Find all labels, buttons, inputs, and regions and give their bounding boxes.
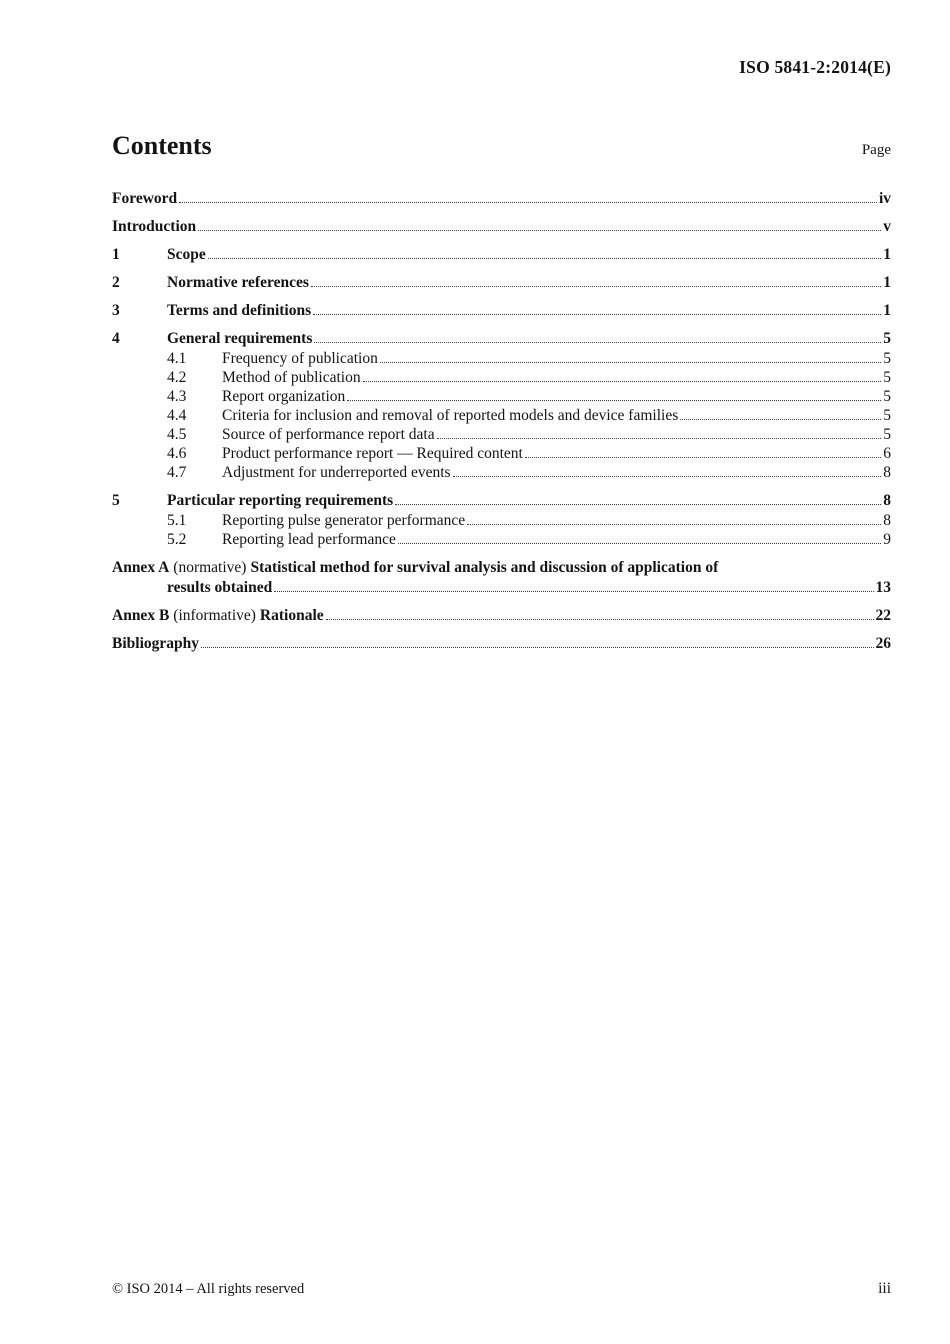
toc-entry-number: 4.4 xyxy=(167,407,187,424)
toc-entry-number: 4.6 xyxy=(167,445,187,462)
toc-entry-page: 1 xyxy=(883,246,891,263)
toc-entry-page: 5 xyxy=(883,407,891,424)
toc-entry-number: 4.5 xyxy=(167,426,187,443)
toc-entry-number: 2 xyxy=(112,274,120,291)
toc-entry-1 xyxy=(112,245,891,264)
dot-leader xyxy=(437,438,882,439)
toc-entry-bibliography xyxy=(112,634,891,653)
toc-entry-label: Scope xyxy=(167,246,206,263)
toc-entry-foreword xyxy=(112,189,891,208)
dot-leader xyxy=(311,286,881,287)
toc-entry-page: 1 xyxy=(883,274,891,291)
toc-entry-number: 5.1 xyxy=(167,512,187,529)
toc-entry-number: 4.3 xyxy=(167,388,187,405)
toc-entry-page: 8 xyxy=(883,464,891,481)
toc-entry-page: 5 xyxy=(883,330,891,347)
toc-entry-page: v xyxy=(883,218,891,235)
toc-entry-4-1 xyxy=(112,349,891,368)
dot-leader xyxy=(395,504,881,505)
toc-entry-page: 6 xyxy=(883,445,891,462)
toc-entry-label: Criteria for inclusion and removal of reported models and device families xyxy=(222,407,679,424)
toc-entry-number: 4.1 xyxy=(167,350,187,367)
toc-entry-page: 8 xyxy=(883,492,891,509)
page-column-label: Page xyxy=(861,142,891,158)
dot-leader xyxy=(380,362,881,363)
dot-leader xyxy=(680,419,881,420)
page-number: iii xyxy=(878,1280,891,1297)
dot-leader xyxy=(453,476,882,477)
toc-entry-title: Statistical method for survival analysis and discussion of application of xyxy=(250,559,719,576)
toc-entry-label: Foreword xyxy=(112,190,178,207)
toc-entry-4-6 xyxy=(112,444,891,463)
toc-entry-annex-b xyxy=(112,606,891,625)
toc-entry-4-4 xyxy=(112,406,891,425)
toc-entry-number: 5 xyxy=(112,492,120,509)
toc-entry-number: 1 xyxy=(112,246,120,263)
dot-leader xyxy=(467,524,881,525)
toc-entry-5-2 xyxy=(112,530,891,549)
toc-entry-4-2 xyxy=(112,368,891,387)
page-footer xyxy=(112,1280,891,1298)
copyright-notice: © ISO 2014 – All rights reserved xyxy=(112,1281,305,1297)
dot-leader xyxy=(198,230,881,231)
toc-entry-label: Reporting lead performance xyxy=(222,531,396,548)
dot-leader xyxy=(179,202,877,203)
dot-leader xyxy=(525,457,881,458)
toc-entry-4-3 xyxy=(112,387,891,406)
toc-entry-page: 8 xyxy=(883,512,891,529)
toc-entry-label: Report organization xyxy=(222,388,346,405)
toc-entry-number: 5.2 xyxy=(167,531,187,548)
toc-entry-label: Introduction xyxy=(112,218,197,235)
toc-entry-label: Bibliography xyxy=(112,635,199,652)
toc-entry-title-continued: results obtained xyxy=(167,579,273,596)
dot-leader xyxy=(208,258,882,259)
toc-entry-number: 4 xyxy=(112,330,120,347)
toc-entry-page: 22 xyxy=(875,607,891,624)
toc-entry-annex-a-line1 xyxy=(112,558,891,577)
toc-entry-4-5 xyxy=(112,425,891,444)
toc-entry-label: Annex B xyxy=(112,607,170,624)
toc-entry-page: 26 xyxy=(875,635,891,652)
toc-entry-label: Normative references xyxy=(167,274,309,291)
toc-entry-label: Product performance report — Required content xyxy=(222,445,523,462)
toc-entry-page: iv xyxy=(878,190,891,207)
document-reference-header: ISO 5841-2:2014(E) xyxy=(739,57,891,77)
toc-entry-5-1 xyxy=(112,511,891,530)
toc-entry-label: General requirements xyxy=(167,330,313,347)
toc-entry-2 xyxy=(112,273,891,292)
toc-entry-page: 5 xyxy=(883,426,891,443)
dot-leader xyxy=(326,619,874,620)
toc-entry-introduction xyxy=(112,217,891,236)
dot-leader xyxy=(201,647,874,648)
toc-entry-page: 5 xyxy=(883,388,891,405)
toc-entry-label: Particular reporting requirements xyxy=(167,492,394,509)
toc-entry-5 xyxy=(112,491,891,510)
dot-leader xyxy=(274,591,873,592)
dot-leader xyxy=(398,543,881,544)
toc-entry-number: 4.2 xyxy=(167,369,187,386)
toc-entry-label: Frequency of publication xyxy=(222,350,378,367)
toc-entry-4-7 xyxy=(112,463,891,482)
toc-entry-label: Annex A xyxy=(112,559,170,576)
page-title: Contents xyxy=(112,131,212,160)
dot-leader xyxy=(313,314,881,315)
toc-entry-label: Method of publication xyxy=(222,369,361,386)
toc-entry-number: 4.7 xyxy=(167,464,187,481)
contents-header xyxy=(112,130,891,161)
toc-entry-label: Adjustment for underreported events xyxy=(222,464,451,481)
toc-entry-label: Terms and definitions xyxy=(167,302,312,319)
toc-entry-label: Reporting pulse generator performance xyxy=(222,512,466,529)
table-of-contents xyxy=(112,189,891,653)
toc-entry-qualifier: (normative) xyxy=(173,559,247,576)
toc-entry-number: 3 xyxy=(112,302,120,319)
toc-entry-page: 5 xyxy=(883,350,891,367)
toc-entry-annex-a-line2 xyxy=(112,578,891,597)
dot-leader xyxy=(314,342,881,343)
toc-entry-title: Rationale xyxy=(259,607,324,624)
toc-entry-page: 1 xyxy=(883,302,891,319)
toc-entry-qualifier: (informative) xyxy=(173,607,256,624)
toc-entry-3 xyxy=(112,301,891,320)
toc-entry-label: Source of performance report data xyxy=(222,426,435,443)
dot-leader xyxy=(347,400,881,401)
toc-entry-page: 9 xyxy=(883,531,891,548)
toc-entry-page: 5 xyxy=(883,369,891,386)
dot-leader xyxy=(363,381,882,382)
toc-entry-page: 13 xyxy=(875,579,891,596)
toc-entry-4 xyxy=(112,329,891,348)
